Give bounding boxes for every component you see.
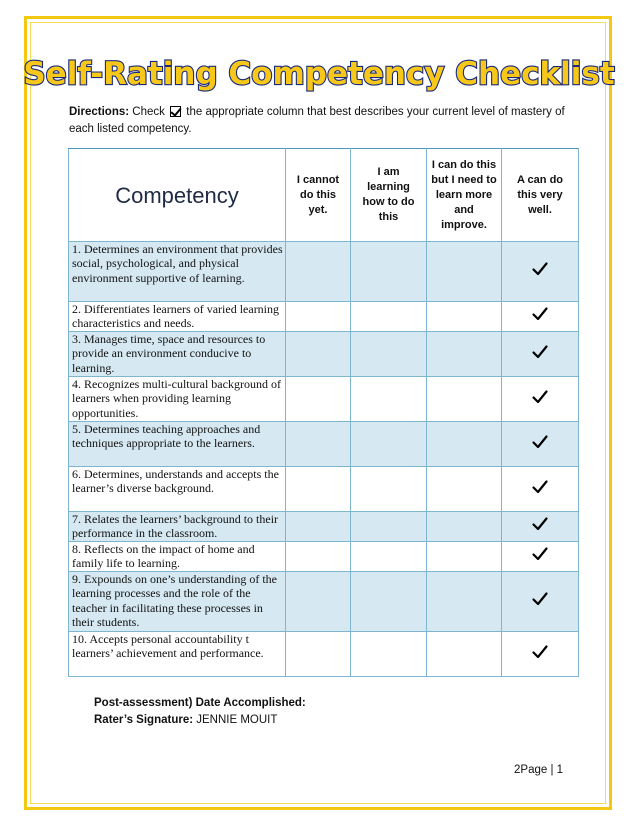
competency-cell: 7. Relates the learners’ background to their performance in the classroom. — [69, 512, 286, 542]
table-row — [69, 632, 579, 677]
competency-cell: 6. Determines, understands and accepts the learner’s diverse background. — [69, 467, 286, 512]
checkmark-icon — [532, 480, 548, 494]
competency-cell: 5. Determines teaching approaches and techniques appropriate to the learners. — [69, 422, 286, 467]
competency-cell: 4. Recognizes multi-cultural background of learners when providing learning opportunities. — [69, 377, 286, 422]
rating-cell-col4[interactable] — [502, 572, 579, 632]
directions-text-b: the appropriate column that best describes your current level of mastery of each listed competency. — [69, 106, 565, 135]
directions — [69, 104, 569, 138]
rating-cell-col4[interactable] — [502, 512, 579, 542]
rating-cell-col4[interactable] — [502, 302, 579, 332]
header-need-improve — [427, 149, 502, 242]
table-header-row — [69, 149, 579, 242]
rating-cell-col2[interactable] — [351, 632, 427, 677]
table-row — [69, 542, 579, 572]
checkmark-icon — [532, 517, 548, 531]
rating-cell-col2[interactable] — [351, 542, 427, 572]
rating-cell-col1[interactable] — [286, 632, 351, 677]
header-competency: Competency — [69, 149, 286, 242]
rating-cell-col3[interactable] — [427, 512, 502, 542]
rating-cell-col1[interactable] — [286, 242, 351, 302]
footer — [94, 695, 306, 729]
rating-cell-col3[interactable] — [427, 302, 502, 332]
checkmark-icon — [532, 262, 548, 276]
signature-label: Rater’s Signature: — [94, 714, 194, 726]
rating-cell-col4[interactable] — [502, 242, 579, 302]
rating-cell-col1[interactable] — [286, 332, 351, 377]
checkmark-icon — [532, 435, 548, 449]
page-number: 2Page | 1 — [514, 764, 564, 776]
rating-cell-col3[interactable] — [427, 332, 502, 377]
table-row — [69, 332, 579, 377]
rating-cell-col1[interactable] — [286, 302, 351, 332]
rating-cell-col2[interactable] — [351, 377, 427, 422]
rating-cell-col2[interactable] — [351, 512, 427, 542]
checkmark-icon — [532, 345, 548, 359]
rating-cell-col1[interactable] — [286, 467, 351, 512]
rating-cell-col1[interactable] — [286, 512, 351, 542]
page-title-text: Self-Rating Competency Checklist — [23, 56, 615, 92]
rating-cell-col3[interactable] — [427, 542, 502, 572]
rating-cell-col2[interactable] — [351, 572, 427, 632]
post-assessment-label: Post-assessment) Date Accomplished: — [94, 697, 306, 709]
header-need-improve-text: I can do this but I need to learn more and improve. — [431, 158, 497, 231]
rating-cell-col3[interactable] — [427, 422, 502, 467]
header-learning — [351, 149, 427, 242]
directions-text-a: Check — [129, 106, 165, 118]
directions-label: Directions: — [69, 106, 130, 118]
table-row — [69, 467, 579, 512]
signature-value: JENNIE MOUIT — [193, 714, 278, 726]
table-row — [69, 512, 579, 542]
rating-cell-col4[interactable] — [502, 377, 579, 422]
rating-cell-col4[interactable] — [502, 467, 579, 512]
rating-cell-col3[interactable] — [427, 572, 502, 632]
competency-cell: 8. Reflects on the impact of home and family life to learning. — [69, 542, 286, 572]
checkmark-icon — [532, 645, 548, 659]
competency-cell: 10. Accepts personal accountability t learners’ achievement and performance. — [69, 632, 286, 677]
table-body — [69, 242, 579, 677]
rating-cell-col2[interactable] — [351, 467, 427, 512]
checkmark-icon — [532, 307, 548, 321]
competency-cell: 9. Expounds on one’s understanding of the learning processes and the role of the teacher in facilitating these processes in their students. — [69, 572, 286, 632]
competency-cell: 1. Determines an environment that provides social, psychological, and physical environment supportive of learning. — [69, 242, 286, 302]
rating-cell-col3[interactable] — [427, 377, 502, 422]
rating-cell-col2[interactable] — [351, 302, 427, 332]
title-banner — [0, 40, 638, 100]
table-row — [69, 377, 579, 422]
rating-cell-col2[interactable] — [351, 332, 427, 377]
header-very-well-text: A can do this very well. — [516, 173, 564, 216]
header-learning-text: I am learning how to do this — [362, 166, 415, 223]
header-cannot-do-text: I cannot do this yet. — [296, 173, 340, 216]
header-very-well — [502, 149, 579, 242]
rating-cell-col4[interactable] — [502, 632, 579, 677]
rating-cell-col4[interactable] — [502, 332, 579, 377]
rating-cell-col1[interactable] — [286, 542, 351, 572]
table-row — [69, 422, 579, 467]
rating-cell-col3[interactable] — [427, 467, 502, 512]
rating-cell-col3[interactable] — [427, 242, 502, 302]
rating-cell-col4[interactable] — [502, 542, 579, 572]
checkmark-icon — [532, 547, 548, 561]
header-cannot-do — [286, 149, 351, 242]
rating-cell-col3[interactable] — [427, 632, 502, 677]
checkbox-checked-icon — [170, 106, 181, 117]
competency-table — [68, 148, 579, 677]
checkmark-icon — [532, 592, 548, 606]
table-row — [69, 302, 579, 332]
competency-cell: 2. Differentiates learners of varied learning characteristics and needs. — [69, 302, 286, 332]
table-row — [69, 572, 579, 632]
rating-cell-col2[interactable] — [351, 422, 427, 467]
rating-cell-col2[interactable] — [351, 242, 427, 302]
rating-cell-col4[interactable] — [502, 422, 579, 467]
table-row — [69, 242, 579, 302]
rating-cell-col1[interactable] — [286, 572, 351, 632]
competency-cell: 3. Manages time, space and resources to provide an environment conducive to learning. — [69, 332, 286, 377]
rating-cell-col1[interactable] — [286, 377, 351, 422]
page-title — [23, 40, 615, 100]
checkmark-icon — [532, 390, 548, 404]
rating-cell-col1[interactable] — [286, 422, 351, 467]
